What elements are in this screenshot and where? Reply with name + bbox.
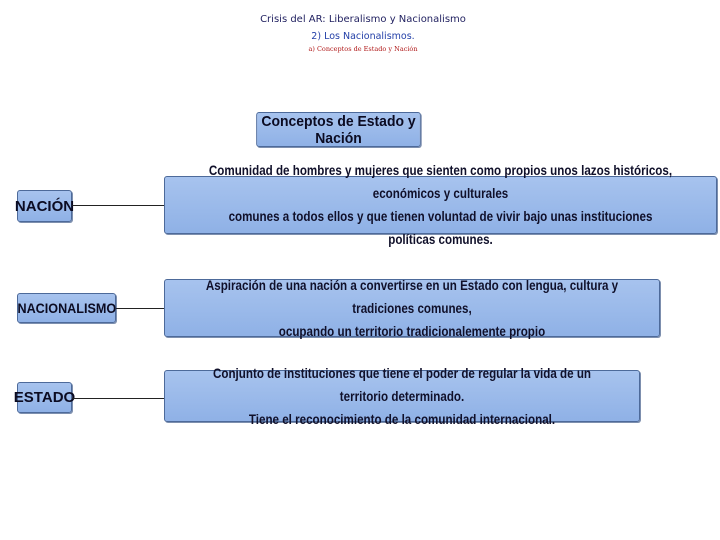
term-label: ESTADO	[13, 389, 76, 406]
definition-text: Comunidad de hombres y mujeres que sienten como propios unos lazos históricos, económicos y culturales comunes a todos ellos y que tienen voluntad de vivir bajo unas instituciones políticas comunes.	[208, 163, 673, 247]
section-title: a) Conceptos de Estado y Nación	[308, 45, 418, 53]
term-label: NACIÓN	[14, 197, 75, 215]
connector-line	[72, 398, 164, 399]
main-concept-box: Conceptos de Estado y Nación	[256, 112, 421, 147]
term-box-estado	[13, 382, 76, 413]
term-box-nacion	[14, 190, 75, 222]
definition-box-nacion	[164, 163, 717, 247]
definition-text: Conjunto de instituciones que tiene el poder de regular la vida de un territorio determinado. Tiene el reconocimiento de la comunidad internacional.	[212, 365, 592, 427]
connector-line	[116, 308, 164, 309]
presentation-title: Crisis del AR: Liberalismo y Nacionalismo	[260, 14, 466, 25]
connector-line	[72, 205, 164, 206]
presentation-subtitle: 2) Los Nacionalismos.	[311, 31, 415, 42]
definition-box-nacionalismo	[164, 279, 660, 337]
term-label: NACIONALISMO	[17, 300, 116, 316]
definition-box-estado	[164, 365, 640, 427]
term-box-nacionalismo	[17, 293, 116, 323]
definition-text: Aspiración de una nación a convertirse en un Estado con lengua, cultura y tradiciones comunes, ocupando un territorio tradicionalemente propio	[205, 277, 619, 339]
